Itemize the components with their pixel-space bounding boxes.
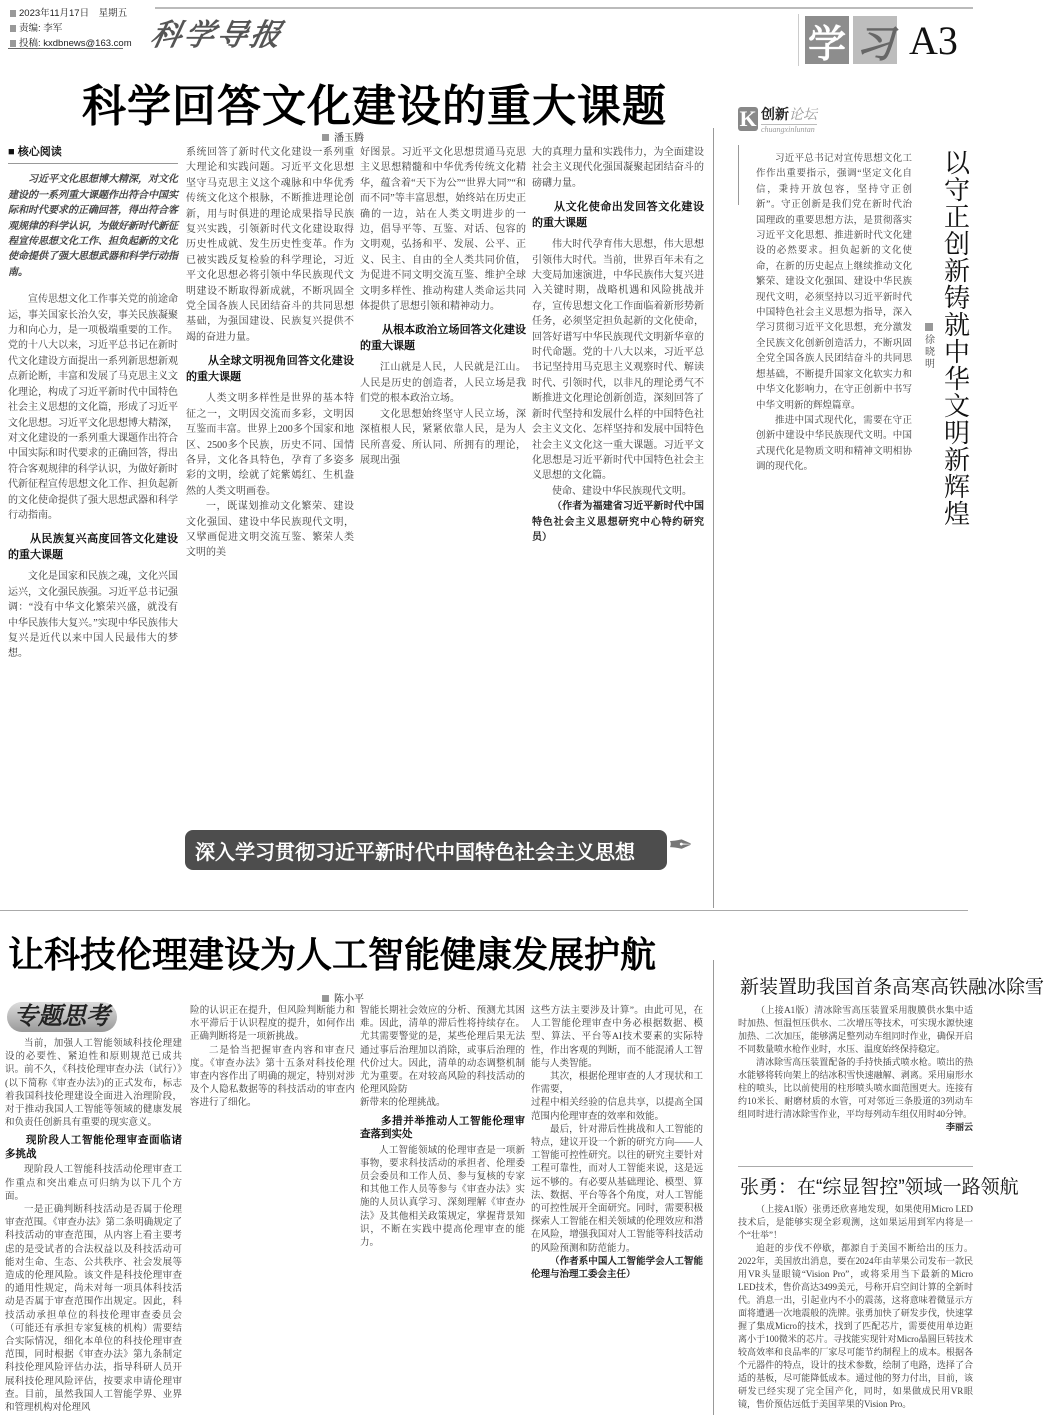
masthead-logo: 科学导报	[147, 19, 287, 52]
subheading: 现阶段人工智能伦理审查面临诸多挑战	[5, 1134, 182, 1160]
paragraph-continued: 大的真理力量和实践伟力，为全面建设社会主义现代化强国凝聚起团结奋斗的磅礴力量。	[532, 147, 704, 189]
article-column	[8, 145, 178, 662]
forum-body	[756, 152, 912, 476]
article-column	[186, 145, 354, 561]
paragraph: 习近平总书记对宣传思想文化工作作出重要指示，强调“坚定文化自信，秉持开放包容，坚持守正创新”。守正创新是我们党在新时代治国理政的重要思想方法，是贯彻落实习近平文化思想、推进新时代文化建设的必然要求。担负起新的文化使命，在新的历史起点上继续推动文化繁荣、建设文化强国、建设中华民族现代文明，必须坚持以习近平新时代中国特色社会主义思想为指导，深入学习贯彻习近平文化思想，充分激发全民族文化创新创造活力，不断巩固全党全国各族人民团结奋斗的共同思想基础，不断提升国家文化软实力和中华文化影响力，在守正创新中书写中华文明新的辉煌篇章。	[756, 154, 912, 411]
paragraph: （上接A1版）清冰除雪高压装置采用腹膜供水集中适时加热、恒温恒压供水、二次增压等技术，可实现水源快速加热、二次加压，能够满足整列动车组同时作业，确保开启不同数量喷水枪作业时，水压、温度始终保持稳定。	[738, 1005, 973, 1054]
news-body	[738, 1203, 973, 1411]
article-column	[531, 1005, 703, 1282]
subheading: 多措并举推动人工智能伦理审查落到实处	[360, 1114, 525, 1141]
section-tag	[798, 14, 958, 66]
forum-logo-pinyin: chuangxinluntan	[761, 124, 817, 134]
paragraph: 现阶段人工智能科技活动伦理审查工作重点和突出难点可归纳为以下几个方面。	[5, 1165, 182, 1202]
section-divider	[0, 910, 968, 911]
divider	[155, 7, 973, 9]
paragraph: 伟大时代孕育伟大思想，伟大思想引领伟大时代。当前，世界百年未有之大变局加速演进，中华民族伟大复兴进入关键时期，战略机遇和风险挑战并存，宣传思想文化工作面临着新形势新任务，必须坚定担负起新的文化使命，回答好谱写中华民族现代文明新华章的时代命题。党的十八大以来，习近平总书记坚持用马克思主义观察时代、解读时代、引领时代，以非凡的理论勇气不断推进文化理论创新创造，深刻回答了新时代坚持和发展什么样的中国特色社会主义文化、怎样坚持和发展中国特色社会主义文化这一重大课题。习近平文化思想是习近平新时代中国特色社会主义思想的文化篇。	[532, 239, 704, 482]
paragraph: 当前，加强人工智能领域科技伦理建设的必要性、紧迫性和原则规范已成共识。前不久，《科技伦理审查办法（试行）》(以下简称《审查办法》)的正式发布，标志着我国科技伦理建设全面进入治理阶段，对于推动我国人工智能等领域的健康发展和负责任创新具有重要的现实意义。	[5, 1039, 182, 1129]
section-char: 学	[805, 16, 849, 64]
column-divider	[713, 128, 714, 908]
news-title: 张勇：在“综显智控”领域一路领航	[740, 1177, 1019, 1198]
article-column	[360, 1005, 525, 1250]
author-note: （作者系中国人工智能学会人工智能伦理与治理工委会主任）	[531, 1256, 703, 1281]
paragraph: 人工智能领域的伦理审查是一项新事物，要求科技活动的承担者、伦理委员会委员和工作人员、参与复核的专家和其他工作人员等参与《审查办法》实施的人员认真学习、深刻理解《审查办法》及其他相关政策规定，掌握背景知识，不断在实践中提高伦理审查的能力。	[360, 1145, 525, 1249]
paragraph: （上接A1版）张勇还欣喜地发现，如果使用Micro LED技术后，是能够实现全彩观测，这如果运用到军内将是一个“壮举”！	[738, 1204, 973, 1240]
paragraph-continued: 智能长期社会效应的分析、预测尤其困难。因此，清单的滞后性将持续存在。尤其需要警觉的是，某些伦理后果无法通过事后治理加以消除，或事后治理的代价过大。因此，清单的动态调整机制尤为重要。在对较高风险的科技活动的伦理风险防	[360, 1006, 525, 1096]
paragraph: 一是正确判断科技活动是否属于伦理审查范围。《审查办法》第二条明确规定了科技活动的审查范围，从内容上看主要考虑的是受试者的合法权益以及科技活动可能对生命、生态、公共秩序、社会发展等造成的伦理风险。该文件是科技伦理审查的通用性规定，尚未对每一项具体科技活动是否属于审查范围作出规定。因此，科技活动承担单位的科技伦理审查委员会（可能还有承担专家复核的机构）需要结合实际情况，细化本单位的科技伦理审查范围，同时根据《审查办法》第九条制定科技伦理风险评估办法，指导科研人员开展科技伦理风险评估，按要求申请伦理审查。目前，虽然我国人工智能学界、业界和管理机构对伦理风	[5, 1205, 182, 1414]
subheading: 从根本政治立场回答文化建设的重大课题	[360, 324, 526, 353]
paragraph: 人类文明多样性是世界的基本特征之一，文明因交流而多彩，文明因互鉴而丰富。世界上200多个国家和地区、2500多个民族，历史不同、国情各异，文化各具特色，孕育了多姿多彩的文明，绘就了姹紫嫣红、生机盎然的人类文明画卷。	[186, 393, 354, 497]
paragraph: 最后，针对滞后性挑战和人工智能的特点，建议开设一个新的研究方向——人工智能可控性研究。以往的研究主要针对工程可靠性，而对人工智能来说，这是远远不够的。有必要从基础理论、模型、算法、数据、平台等各个角度，对人工智能的可控性展开全面研究。同时，需要积极探索人工智能在相关领域的伦理效应和潜在风险，增强我国对人工智能等科技活动的风险预测和防范能力。	[531, 1124, 703, 1254]
page-meta	[10, 6, 132, 51]
subheading: 从文化使命出发回答文化建设的重大课题	[532, 201, 704, 230]
paragraph: 其次，根据伦理审查的人才现状和工作需要，	[531, 1072, 703, 1096]
article-title: 科学回答文化建设的重大课题	[82, 82, 667, 131]
forum-logo	[738, 104, 817, 134]
paragraph: 二是恰当把握审查内容和审查尺度。《审查办法》第十五条对科技伦理审查内容作出了明确的规定，特别对涉及个人隐私数据等的科技活动的审查内容进行了细化。	[190, 1045, 355, 1109]
paragraph-continued: 险的认识正在提升，但风险判断能力和水平滞后于认识程度的提升，如何作出正确判断将是一项新挑战。	[190, 1006, 355, 1043]
article-column	[360, 145, 526, 468]
divider	[8, 48, 123, 49]
paragraph: 清冰除雪高压装置配备的手持快插式喷水枪。喷出的热水能够将转向架上的结冰积雪快速融解、剥离。采用扇形水柱的喷头，比以前使用的柱形喷头喷水面范围更大。连接有约10米长、耐磨材质的水管，可对邻近三条股道的3列动车组同时进行清冰除雪作业，平均每列动车组仅用时40分钟。	[738, 1057, 973, 1119]
article-column	[5, 1002, 182, 1415]
reporter-signature: 李丽云	[945, 1122, 973, 1132]
paragraph-continued: 好图景。习近平文化思想贯通马克思主义思想精髓和中华优秀传统文化精华，蕴含着“天下为公”“世界大同”“和而不同”等丰富思想，始终站在历史正确的一边，站在人类文明进步的一边，倡导平等、互鉴、对话、包容的文明观，弘扬和平、发展、公平、正义、民主、自由的全人类共同价值，为促进不同文明交流互鉴、维护全球文明多样性、推动构建人类命运共同体提供了思想引领和精神动力。	[360, 147, 526, 313]
page-number: A3	[909, 17, 958, 63]
paragraph-continued: 系统回答了新时代文化建设一系列重大理论和实践问题。习近平文化思想坚守马克思主义这个魂脉和中华优秀传统文化这个根脉，不断推进理论创新，用与时俱进的理论成果指导民族复兴实践，引领新时代文化建设取得历史性成就、发生历史性变革。作为已被实践反复检验的科学理论，习近平文化思想必将引领中华民族现代文明建设不断取得新成就，不断巩固全党全国各族人民团结奋斗的共同思想基础，为强国建设、民族复兴提供不竭的奋进力量。	[186, 147, 354, 343]
article-byline: 陈小平	[322, 990, 364, 1005]
issue-date: 2023年11月17日 星期五	[10, 6, 132, 21]
column-divider	[738, 145, 739, 205]
forum-logo-text: 论坛	[789, 108, 817, 123]
subheading: 从民族复兴高度回答文化建设的重大课题	[8, 533, 178, 562]
news-title: 新装置助我国首条高寒高铁融冰除雪	[740, 977, 1044, 998]
pen-icon: ✒	[668, 829, 694, 862]
contribute-email: 投稿: kxdbnews@163.com	[10, 36, 132, 51]
forum-logo-text: 创新	[761, 108, 789, 123]
paragraph-continued: 过程中相关经验的信息共享，以提高全国范围内伦理审查的效率和效能。	[531, 1098, 703, 1122]
banner-slogan: 深入学习贯彻习近平新时代中国特色社会主义思想	[185, 830, 667, 870]
editor-credit: 责编: 李军	[10, 21, 132, 36]
section-char: 习	[853, 16, 897, 64]
paragraph: 一，既谋划推动文化繁荣、建设文化强国、建设中华民族现代文明，又擘画促进文明交流互鉴、繁荣人类文明的美	[186, 501, 354, 559]
forum-byline: 徐晓明	[925, 323, 937, 371]
paragraph: 使命、建设中华民族现代文明。	[552, 485, 692, 497]
paragraph: 宣传思想文化工作事关党的前途命运，事关国家长治久安，事关民族凝聚力和向心力，是一项极端重要的工作。党的十八大以来，习近平总书记在新时代文化建设方面提出一系列新思想新观点新论断，丰富和发展了马克思主义文化理论，构成了习近平新时代中国特色社会主义思想的文化篇，形成了习近平文化思想。习近平文化思想博大精深，对文化建设的一系列重大课题作出符合中国实际和时代要求的正确回答，得出符合客观规律的科学认识，为做好新时代新征程宣传思想文化工作、担负起新的文化使命提供了强大思想武器和科学行动指南。	[8, 294, 178, 521]
paragraph: 追赶的步伐不停歇，都源自于美国不断给出的压力。2022年，美国放出消息，要在2024年由苹果公司发布一款民用VR头显眼镜“Vision Pro”，或将采用当下最新的Micro LED技术，售价高达3499美元，号称开启空间计算的全新时代。消息一出，引起业内不小的震荡，这将意味着微显示方面将遭遇一次地震般的洗牌。张勇加快了研发步伐，快速掌握了集成Micro的技术，找到了匹配芯片，需要使用单边距离小于100微米的芯片。寻找能实现针对Micro晶圆巨转技术较高效率和良品率的厂家尽可能节约制程上的成本。根据各个元器件的特点，设计的技术参数，绘制了电路，选择了合适的基板，尽可能降低成本。通过他的努力付出，目前，该研发已经实现了完全国产化，同时，如果做成民用VR眼镜，售价预估远低于美国苹果的Vision Pro。	[738, 1243, 973, 1409]
forum-logo-letter: K	[739, 106, 757, 131]
paragraph: 推进中国式现代化，需要在守正创新中建设中华民族现代文明。中国式现代化是物质文明和精神文明相协调的现代化。	[756, 415, 912, 473]
author-note: （作者为福建省习近平新时代中国特色社会主义思想研究中心特约研究员）	[532, 501, 704, 543]
paragraph: 文化是国家和民族之魂，文化兴国运兴，文化强民族强。习近平总书记强调：“没有中华文化繁荣兴盛，就没有中华民族伟大复兴。”实现中华民族伟大复兴是近代以来中国人民最伟大的梦想。	[8, 571, 178, 660]
news-divider	[738, 1166, 973, 1167]
article-column	[532, 145, 704, 545]
news-body	[738, 1004, 973, 1134]
lead-summary: 习近平文化思想博大精深，对文化建设的一系列重大课题作出符合中国实际和时代要求的正确回答，得出符合客观规律的科学认识，为做好新时代新征程宣传思想文化工作、担负起新的文化使命提供了强大思想武器和科学行动指南。	[8, 174, 178, 278]
forum-title: 以守正创新铸就中华文明新辉煌	[943, 148, 970, 529]
paragraph-continued: 这些方法主要涉及计算”。由此可见，在人工智能伦理审查中务必根据数据、模型、算法、平台等AI技术要素的实际特性，作出客观的判断，而不能混淆人工智能与人类智能。	[531, 1006, 703, 1069]
column-divider	[713, 960, 714, 1415]
paragraph-continued: 新带来的伦理挑战。	[360, 1098, 446, 1109]
column-badge: 专题思考	[7, 1002, 117, 1032]
paragraph: 文化思想始终坚守人民立场，深深植根人民，紧紧依靠人民，是为人民所喜爱、所认同、所拥有的理论，展现出强	[360, 408, 526, 466]
section-kicker: ■ 核心阅读	[8, 145, 178, 164]
paragraph: 江山就是人民，人民就是江山。人民是历史的创造者，人民立场是我们党的根本政治立场。	[360, 362, 526, 405]
article-column	[190, 1005, 355, 1111]
article-byline: 潘玉腾	[322, 129, 364, 144]
subheading: 从全球文明视角回答文化建设的重大课题	[186, 355, 354, 384]
article-title: 让科技伦理建设为人工智能健康发展护航	[8, 934, 657, 975]
